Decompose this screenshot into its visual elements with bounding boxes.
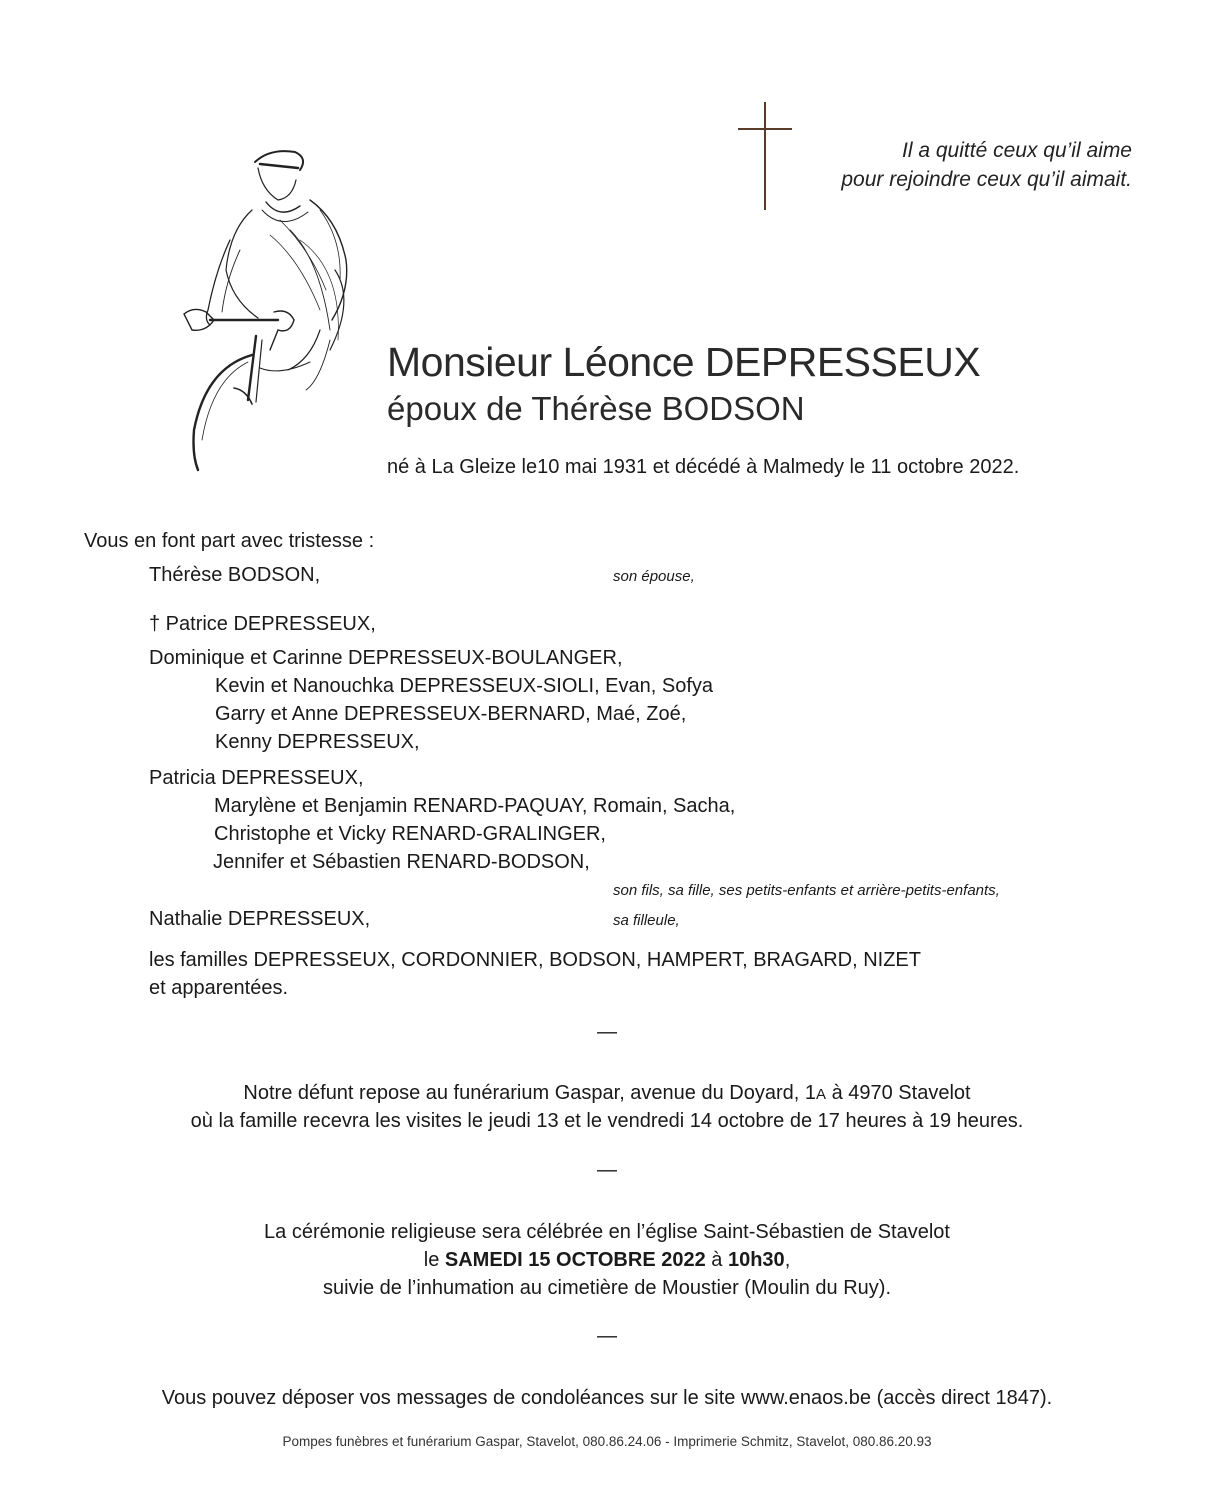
intro-text: Vous en font part avec tristesse : <box>84 530 375 552</box>
relation-label: sa filleule, <box>613 912 680 929</box>
family-member: Kenny DEPRESSEUX, <box>215 731 420 753</box>
epigraph-line: Il a quitté ceux qu’il aime <box>902 139 1132 162</box>
family-member: Patricia DEPRESSEUX, <box>149 767 364 789</box>
family-member: Marylène et Benjamin RENARD-PAQUAY, Romain, Sacha, <box>214 795 736 817</box>
family-member: Dominique et Carinne DEPRESSEUX-BOULANGER, <box>149 647 623 669</box>
separator: — <box>597 1325 617 1347</box>
families-line: et apparentées. <box>149 977 288 999</box>
ceremony-text: le <box>423 1249 445 1271</box>
visitation-line: où la famille recevra les visites le jeudi 13 et le vendredi 14 octobre de 17 heures à 19 heures. <box>190 1110 1024 1132</box>
separator: — <box>597 1021 617 1043</box>
family-member: Garry et Anne DEPRESSEUX-BERNARD, Maé, Zoé, <box>215 703 687 725</box>
epigraph-line: pour rejoindre ceux qu’il aimait. <box>841 168 1132 191</box>
deceased-spouse: époux de Thérèse BODSON <box>387 390 805 427</box>
relation-label: son épouse, <box>613 568 695 585</box>
visitation-text: à 4970 Stavelot <box>826 1082 971 1104</box>
separator: — <box>597 1159 617 1181</box>
relation-label: son fils, sa fille, ses petits-enfants et arrière-petits-enfants, <box>613 882 1000 899</box>
epigraph-quote <box>700 136 1132 194</box>
ceremony-line: La cérémonie religieuse sera célébrée en l’église Saint-Sébastien de Stavelot <box>264 1221 950 1243</box>
ceremony-line: suivie de l’inhumation au cimetière de Moustier (Moulin du Ruy). <box>322 1277 892 1299</box>
family-member: Jennifer et Sébastien RENARD-BODSON, <box>213 851 590 873</box>
ceremony-line <box>0 1246 1214 1274</box>
deceased-dates: né à La Gleize le10 mai 1931 et décédé à Malmedy le 11 octobre 2022. <box>387 456 1020 478</box>
ceremony-text: à <box>705 1249 728 1271</box>
visitation-line <box>0 1079 1214 1109</box>
deceased-name: Monsieur Léonce DEPRESSEUX <box>387 339 981 385</box>
ceremony-text: , <box>784 1249 791 1271</box>
ceremony-time: 10h30 <box>727 1249 785 1271</box>
condolences-text: Vous pouvez déposer vos messages de condoléances sur le site www.enaos.be (accès direct 1847). <box>161 1387 1053 1409</box>
ceremony-date: SAMEDI 15 OCTOBRE 2022 <box>444 1249 706 1271</box>
family-member: † Patrice DEPRESSEUX, <box>149 613 376 635</box>
families-line: les familles DEPRESSEUX, CORDONNIER, BODSON, HAMPERT, BRAGARD, NIZET <box>149 949 921 971</box>
visitation-text: Notre défunt repose au funérarium Gaspar, avenue du Doyard, 1 <box>243 1082 816 1104</box>
cyclist-sketch-illustration <box>170 140 360 475</box>
family-member: Nathalie DEPRESSEUX, <box>149 908 371 930</box>
family-member: Thérèse BODSON, <box>149 564 321 586</box>
address-suffix: A <box>816 1086 827 1103</box>
footer-credits: Pompes funèbres et funérarium Gaspar, Stavelot, 080.86.24.06 - Imprimerie Schmitz, Stavelot, 080.86.20.93 <box>282 1434 932 1449</box>
family-member: Kevin et Nanouchka DEPRESSEUX-SIOLI, Evan, Sofya <box>215 675 714 697</box>
family-member: Christophe et Vicky RENARD-GRALINGER, <box>214 823 606 845</box>
